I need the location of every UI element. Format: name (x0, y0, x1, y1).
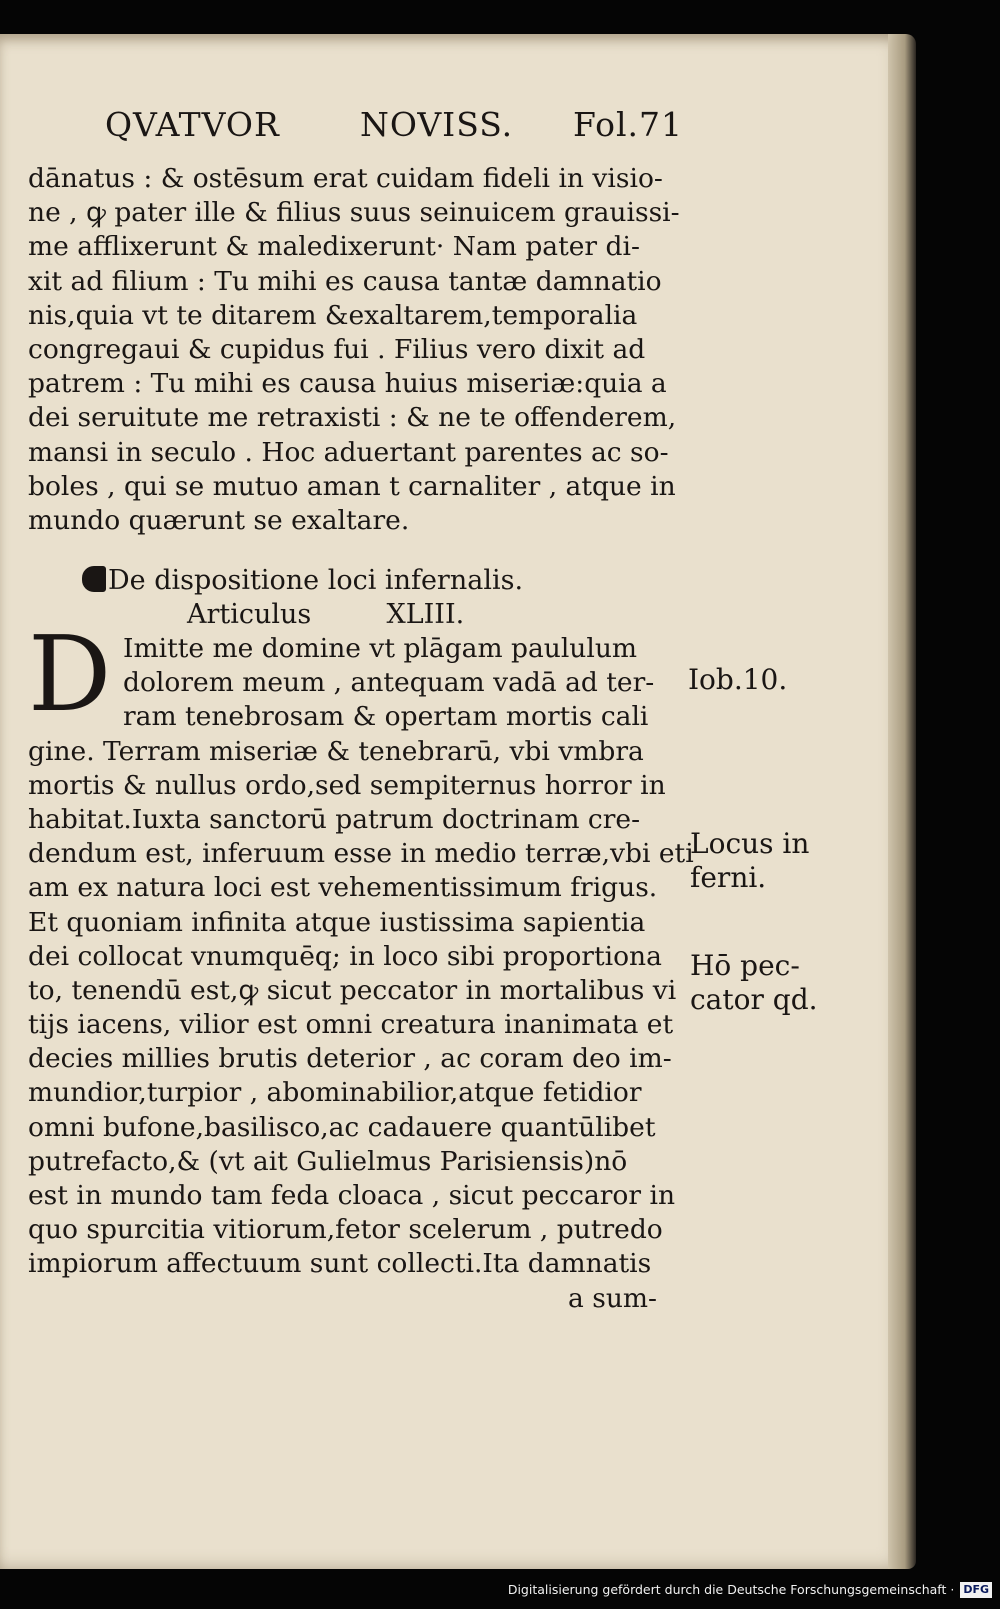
text-line: me afflixerunt & maledixerunt· Nam pater di- (28, 231, 640, 263)
text-line: mortis & nullus ordo,sed sempiternus horror in (28, 769, 666, 801)
margin-note-job: Iob.10. (688, 663, 788, 696)
article-label: Articulus (187, 599, 312, 631)
paragraph-1 (28, 162, 678, 538)
digitization-credit (508, 1579, 992, 1601)
drop-cap: D (28, 613, 112, 735)
text-line: nis,quia vt te ditarem &exaltarem,temporalia (28, 299, 638, 331)
text-line: ne , ꝙ pater ille & filius suus seinuicem grauissi- (28, 197, 680, 229)
text-line: quo spurcitia vitiorum,fetor scelerum , putredo (28, 1214, 663, 1246)
running-header (105, 105, 685, 149)
text-line: dei seruitute me retraxisti : & ne te offenderem, (28, 402, 677, 434)
text-line: impiorum affectuum sunt collecti.Ita damnatis (28, 1248, 652, 1280)
text-line: est in mundo tam feda cloaca , sicut peccaror in (28, 1180, 676, 1211)
text-line: boles , qui se mutuo aman t carnaliter , atque in (28, 470, 676, 502)
text-line: ram tenebrosam & opertam mortis cali (123, 701, 649, 733)
text-line: gine. Terram miseriæ & tenebrarū, vbi vmbra (28, 735, 644, 767)
catchword: a sum- (568, 1282, 657, 1314)
section-title: De dispositione loci infernalis. (108, 565, 524, 596)
folio-number: Fol.71 (573, 105, 683, 144)
margin-note-homo: Hō pec- (690, 949, 800, 982)
text-line: dei collocat vnumquēq; in loco sibi proportiona (28, 940, 662, 972)
section-heading (82, 564, 682, 632)
text-line: congregaui & cupidus fui . Filius vero dixit ad (28, 333, 646, 365)
text-line: am ex natura loci est vehementissimum frigus. (28, 872, 658, 904)
text-line: patrem : Tu mihi es causa huius miseriæ:quia a (28, 368, 667, 400)
text-line: Imitte me domine vt plāgam paululum (123, 633, 638, 664)
text-line: decies millies brutis deterior , ac coram deo im- (28, 1043, 672, 1075)
dfg-logo: DFG (960, 1582, 992, 1598)
header-title-right: NOVISS. (360, 105, 514, 144)
header-title-left: QVATVOR (105, 105, 280, 144)
margin-note-locus: Locus in (690, 827, 810, 860)
page-edge (888, 34, 916, 1569)
text-line: mundior,turpior , abominabilior,atque fetidior (28, 1077, 642, 1109)
text-line: to, tenendū est,ꝙ sicut peccator in mortalibus vi (28, 974, 677, 1006)
margin-note-homo-2: cator qd. (690, 983, 818, 1016)
text-line: dendum est, inferuum esse in medio terræ,vbi eti (28, 838, 694, 870)
text-line: mundo quærunt se exaltare. (28, 504, 410, 536)
margin-note-locus-2: ferni. (690, 861, 767, 894)
text-line: dolorem meum , antequam vadā ad ter- (123, 667, 655, 699)
credit-text: Digitalisierung gefördert durch die Deutsche Forschungsgemeinschaft · (507, 1582, 955, 1597)
text-line: xit ad filium : Tu mihi es causa tantæ damnatio (28, 265, 662, 297)
text-line: tijs iacens, vilior est omni creatura inanimata et (28, 1009, 674, 1041)
text-line: habitat.Iuxta sanctorū patrum doctrinam cre- (28, 803, 641, 835)
text-line: mansi in seculo . Hoc aduertant parentes ac so- (28, 436, 669, 468)
text-line: putrefacto,& (vt ait Gulielmus Parisiensis)nō (28, 1145, 628, 1177)
text-line: omni bufone,basilisco,ac cadauere quantūlibet (28, 1111, 656, 1143)
pilcrow-icon (82, 566, 106, 592)
article-number: XLIII. (386, 599, 465, 631)
text-line: Et quoniam infinita atque iustissima sapientia (28, 906, 646, 938)
text-line: dānatus : & ostēsum erat cuidam fideli in visio- (28, 163, 663, 194)
